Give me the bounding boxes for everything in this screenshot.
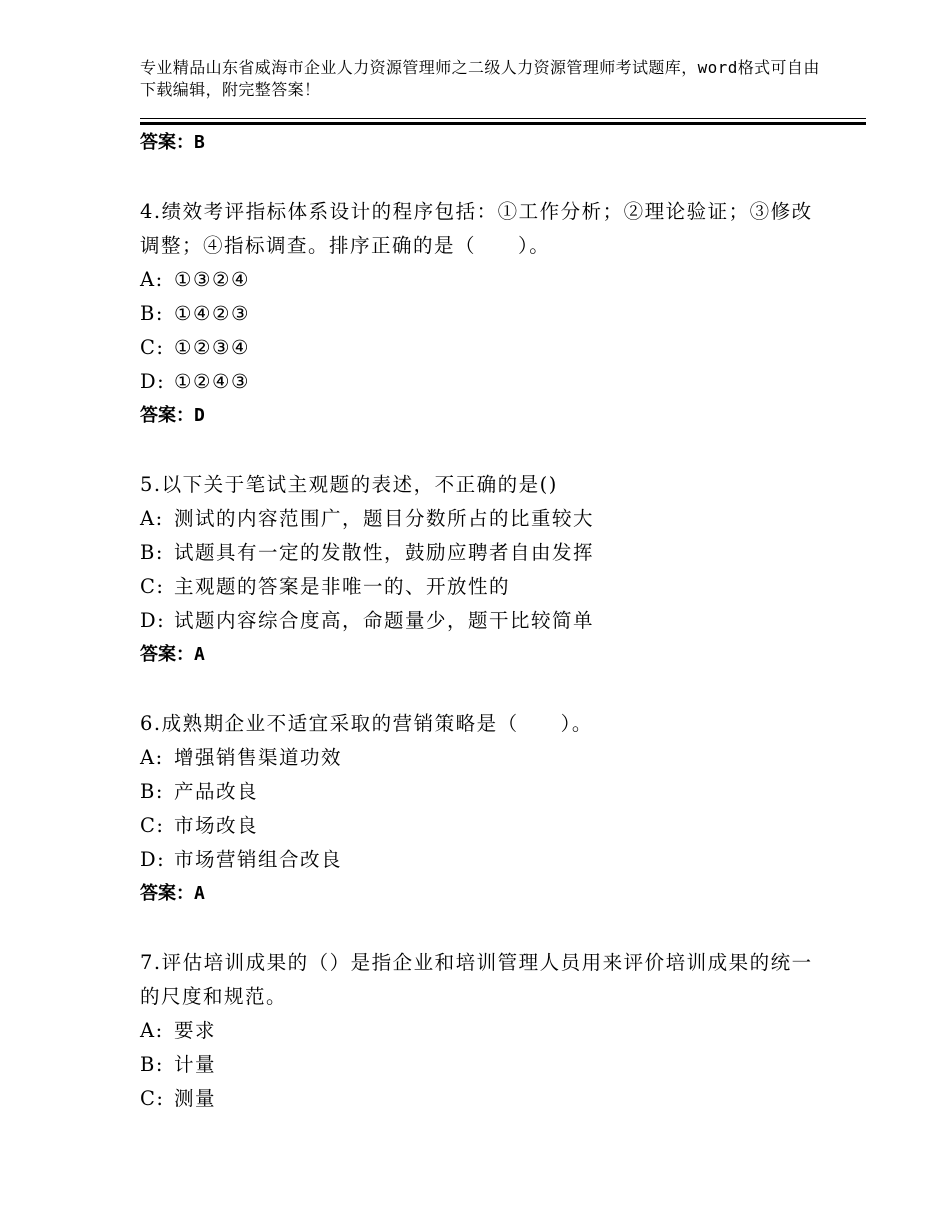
option-text: ①④②③ — [174, 302, 250, 325]
question-4 — [140, 195, 820, 433]
header-divider-thin — [140, 118, 866, 119]
option-a — [140, 1014, 820, 1048]
option-a — [140, 502, 820, 536]
option-key: B: — [140, 780, 164, 803]
option-text: 试题具有一定的发散性，鼓励应聘者自由发挥 — [174, 541, 595, 564]
answer-label: 答案：A — [140, 644, 205, 665]
option-a — [140, 741, 820, 775]
option-key: A: — [140, 268, 164, 291]
page-header: 专业精品山东省威海市企业人力资源管理师之二级人力资源管理师考试题库，word格式可自由下载编辑，附完整答案！ — [140, 58, 820, 99]
document-body — [140, 126, 820, 1116]
option-text: 测试的内容范围广，题目分数所占的比重较大 — [174, 507, 595, 530]
option-text: 产品改良 — [174, 780, 259, 803]
option-b — [140, 297, 820, 331]
option-key: D: — [140, 848, 166, 871]
option-key: B: — [140, 302, 164, 325]
option-text: ①②③④ — [174, 336, 250, 359]
option-c — [140, 570, 820, 604]
question-text: 4.绩效考评指标体系设计的程序包括：①工作分析；②理论验证；③修改调整；④指标调查。排序正确的是（ ）。 — [140, 200, 813, 257]
question-5 — [140, 468, 820, 672]
option-text: 计量 — [174, 1053, 217, 1076]
option-key: B: — [140, 541, 164, 564]
option-key: D: — [140, 609, 166, 632]
option-c — [140, 809, 820, 843]
option-b — [140, 775, 820, 809]
answer-label: 答案：A — [140, 883, 205, 904]
question-text: 7.评估培训成果的（）是指企业和培训管理人员用来评价培训成果的统一的尺度和规范。 — [140, 951, 813, 1008]
option-text: 市场改良 — [174, 814, 259, 837]
spacer — [140, 672, 820, 707]
option-text: 市场营销组合改良 — [174, 848, 343, 871]
option-d — [140, 604, 820, 638]
spacer — [140, 911, 820, 946]
option-text: ①②④③ — [174, 370, 250, 393]
spacer — [140, 433, 820, 468]
header-divider-thick — [140, 122, 866, 125]
option-key: C: — [140, 336, 165, 359]
option-c — [140, 1082, 820, 1116]
option-b — [140, 536, 820, 570]
option-d — [140, 365, 820, 399]
option-key: B: — [140, 1053, 164, 1076]
question-7 — [140, 946, 820, 1116]
answer-label: 答案：D — [140, 405, 205, 426]
option-key: A: — [140, 1019, 164, 1042]
question-text: 5.以下关于笔试主观题的表述，不正确的是() — [140, 473, 558, 496]
option-key: A: — [140, 507, 164, 530]
option-text: 试题内容综合度高，命题量少，题干比较简单 — [174, 609, 595, 632]
question-text: 6.成熟期企业不适宜采取的营销策略是（ ）。 — [140, 712, 593, 735]
option-c — [140, 331, 820, 365]
option-text: 主观题的答案是非唯一的、开放性的 — [174, 575, 511, 598]
option-key: C: — [140, 575, 165, 598]
option-text: 要求 — [174, 1019, 217, 1042]
option-text: 增强销售渠道功效 — [174, 746, 343, 769]
option-a — [140, 263, 820, 297]
answer-label: 答案：B — [140, 132, 205, 153]
option-key: D: — [140, 370, 166, 393]
question-6 — [140, 707, 820, 911]
option-key: C: — [140, 1087, 165, 1110]
option-key: A: — [140, 746, 164, 769]
option-text: ①③②④ — [174, 268, 250, 291]
option-text: 测量 — [174, 1087, 217, 1110]
option-d — [140, 843, 820, 877]
spacer — [140, 160, 820, 195]
option-b — [140, 1048, 820, 1082]
option-key: C: — [140, 814, 165, 837]
